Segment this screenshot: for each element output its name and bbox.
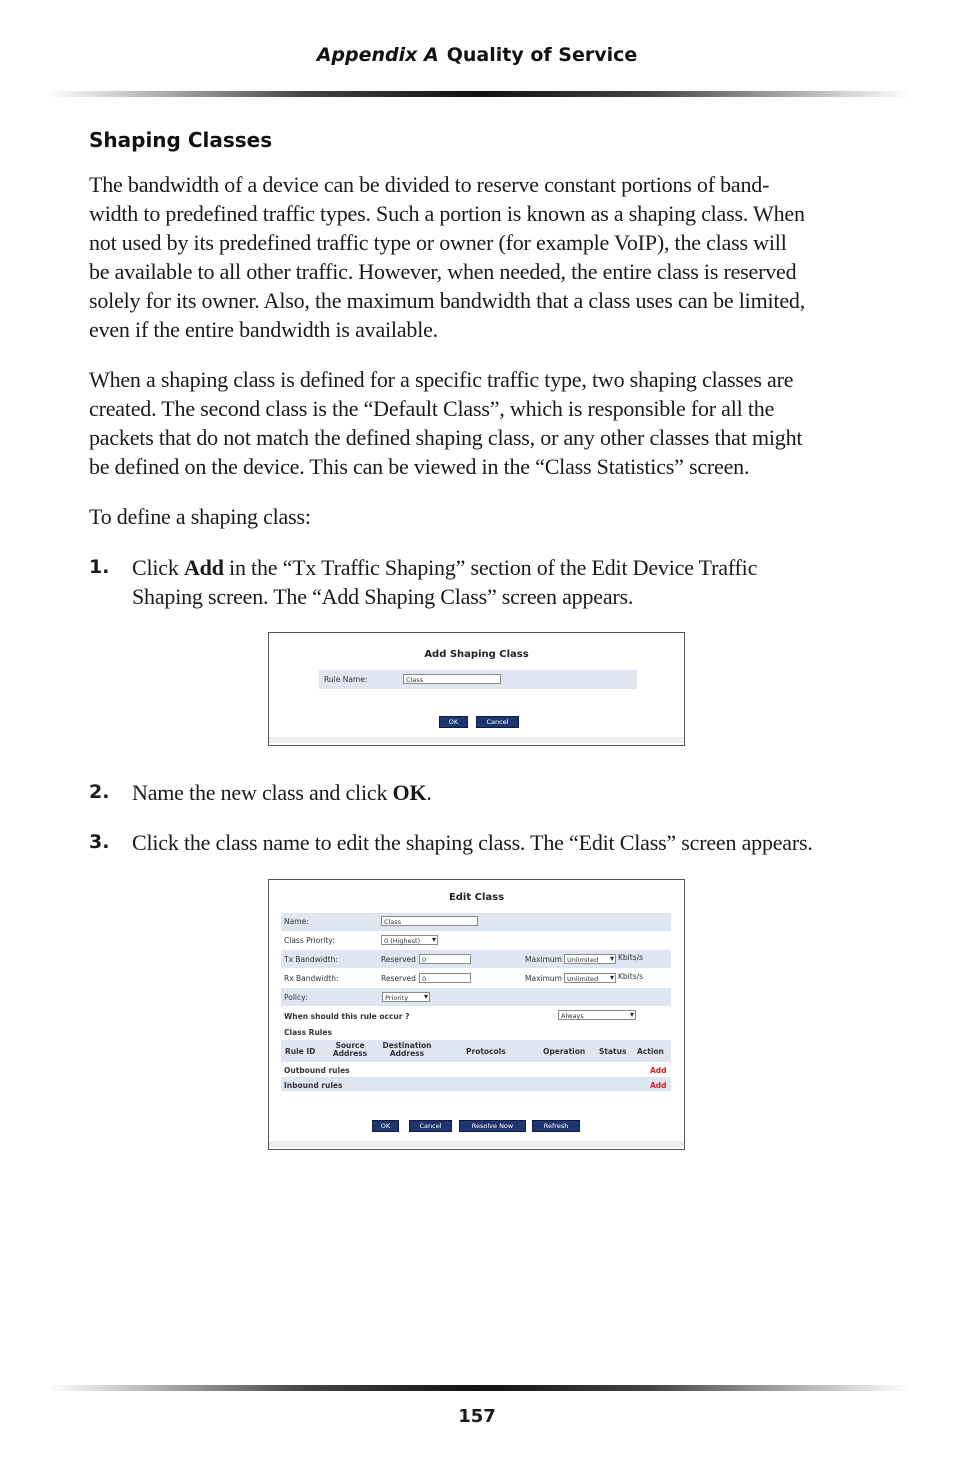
text-line: The bandwidth of a device can be divided to reserve constant portions of band- (89, 172, 770, 197)
text-line: be defined on the device. This can be viewed in the “Class Statistics” screen. (89, 454, 750, 479)
text-line: even if the entire bandwidth is available. (89, 317, 438, 342)
step-text-post: in the “Tx Traffic Shaping” section of the Edit Device Traffic (223, 555, 758, 580)
text-line: created. The second class is the “Default Class”, which is responsible for all the (89, 396, 775, 421)
when-rule-select[interactable]: Always ▾ (558, 1010, 636, 1020)
col-status: Status (599, 1047, 627, 1056)
col-action: Action (637, 1047, 664, 1056)
ok-button[interactable]: OK (372, 1120, 399, 1132)
header-rule (46, 91, 910, 97)
step-1 (89, 553, 879, 611)
screen-footer (269, 737, 684, 743)
paragraph-3 (89, 502, 869, 531)
screen-title: Add Shaping Class (424, 649, 529, 660)
section-title: Shaping Classes (89, 128, 273, 152)
add-shaping-class-screenshot (268, 632, 685, 746)
step-text (132, 778, 879, 807)
step-text: Click the class name to edit the shaping class. The “Edit Class” screen appears. (132, 830, 813, 855)
step-text-bold: Add (183, 555, 224, 580)
tx-reserved-label: Reserved (381, 955, 416, 964)
text-line: width to predefined traffic types. Such a portion is known as a shaping class. When (89, 201, 805, 226)
ok-button[interactable]: OK (439, 716, 468, 728)
step-2 (89, 778, 879, 807)
step-text-pre: Click (132, 555, 184, 580)
policy-select[interactable]: Priority ▾ (382, 992, 430, 1002)
policy-label: Policy: (284, 993, 308, 1002)
col-destination-address: Destination Address (382, 1041, 432, 1058)
tx-maximum-select[interactable]: Unlimited ▾ (564, 954, 616, 964)
screen-title: Edit Class (448, 892, 505, 903)
class-priority-label: Class Priority: (284, 936, 335, 945)
refresh-button[interactable]: Refresh (532, 1120, 580, 1132)
rx-reserved-input[interactable]: 0 (419, 973, 471, 983)
resolve-now-button[interactable]: Resolve Now (459, 1120, 526, 1132)
outbound-rules-label: Outbound rules (284, 1066, 350, 1075)
outbound-add-link[interactable]: Add (650, 1066, 667, 1075)
col-rule-id: Rule ID (285, 1047, 316, 1056)
text-line: To define a shaping class: (89, 504, 311, 529)
col-source-address: Source Address (332, 1041, 368, 1058)
rx-unit-label: Kbits/s (618, 972, 644, 981)
text-line: solely for its owner. Also, the maximum bandwidth that a class uses can be limited, (89, 288, 805, 313)
name-label: Name: (284, 917, 309, 926)
inbound-add-link[interactable]: Add (650, 1081, 667, 1090)
rx-reserved-label: Reserved (381, 974, 416, 983)
inbound-rules-label: Inbound rules (284, 1081, 343, 1090)
name-input[interactable]: Class (381, 916, 478, 926)
when-rule-label: When should this rule occur ? (284, 1012, 410, 1021)
form-row-policy (281, 988, 671, 1006)
running-header (0, 44, 954, 66)
step-text-post: . (426, 780, 432, 805)
step-number: 2. (89, 781, 110, 803)
tx-maximum-label: Maximum (525, 955, 562, 964)
screen-footer (269, 1141, 684, 1147)
text-line: not used by its predefined traffic type or owner (for example VoIP), the class will (89, 230, 787, 255)
paragraph-1 (89, 170, 869, 344)
chapter-title: Quality of Service (446, 44, 638, 66)
page-number: 157 (458, 1406, 496, 1427)
rule-name-input[interactable]: Class (403, 674, 501, 684)
text-line: be available to all other traffic. However, when needed, the entire class is reserved (89, 259, 797, 284)
edit-class-screenshot (268, 879, 685, 1150)
rx-maximum-label: Maximum (525, 974, 562, 983)
step-text-pre: Name the new class and click (132, 780, 393, 805)
rule-name-label: Rule Name: (324, 675, 368, 684)
step-text (132, 553, 879, 582)
rx-bandwidth-label: Rx Bandwidth: (284, 974, 339, 983)
step-number: 3. (89, 831, 110, 853)
step-text-line2: Shaping screen. The “Add Shaping Class” screen appears. (132, 584, 634, 609)
paragraph-2 (89, 365, 869, 481)
col-operation: Operation (543, 1047, 586, 1056)
class-priority-select[interactable]: 0 (Highest) ▾ (381, 935, 438, 945)
cancel-button[interactable]: Cancel (409, 1120, 452, 1132)
step-number: 1. (89, 556, 110, 578)
footer-rule (46, 1385, 910, 1391)
tx-reserved-input[interactable]: 0 (419, 954, 471, 964)
tx-bandwidth-label: Tx Bandwidth: (284, 955, 338, 964)
text-line: When a shaping class is defined for a specific traffic type, two shaping classes are (89, 367, 794, 392)
appendix-label: Appendix A (316, 44, 439, 66)
step-3 (89, 828, 879, 857)
step-text-bold: OK (392, 780, 427, 805)
cancel-button[interactable]: Cancel (476, 716, 519, 728)
text-line: packets that do not match the defined shaping class, or any other classes that might (89, 425, 803, 450)
rx-maximum-select[interactable]: Unlimited ▾ (564, 973, 616, 983)
class-rules-heading: Class Rules (284, 1028, 332, 1037)
tx-unit-label: Kbits/s (618, 953, 644, 962)
col-protocols: Protocols (466, 1047, 506, 1056)
